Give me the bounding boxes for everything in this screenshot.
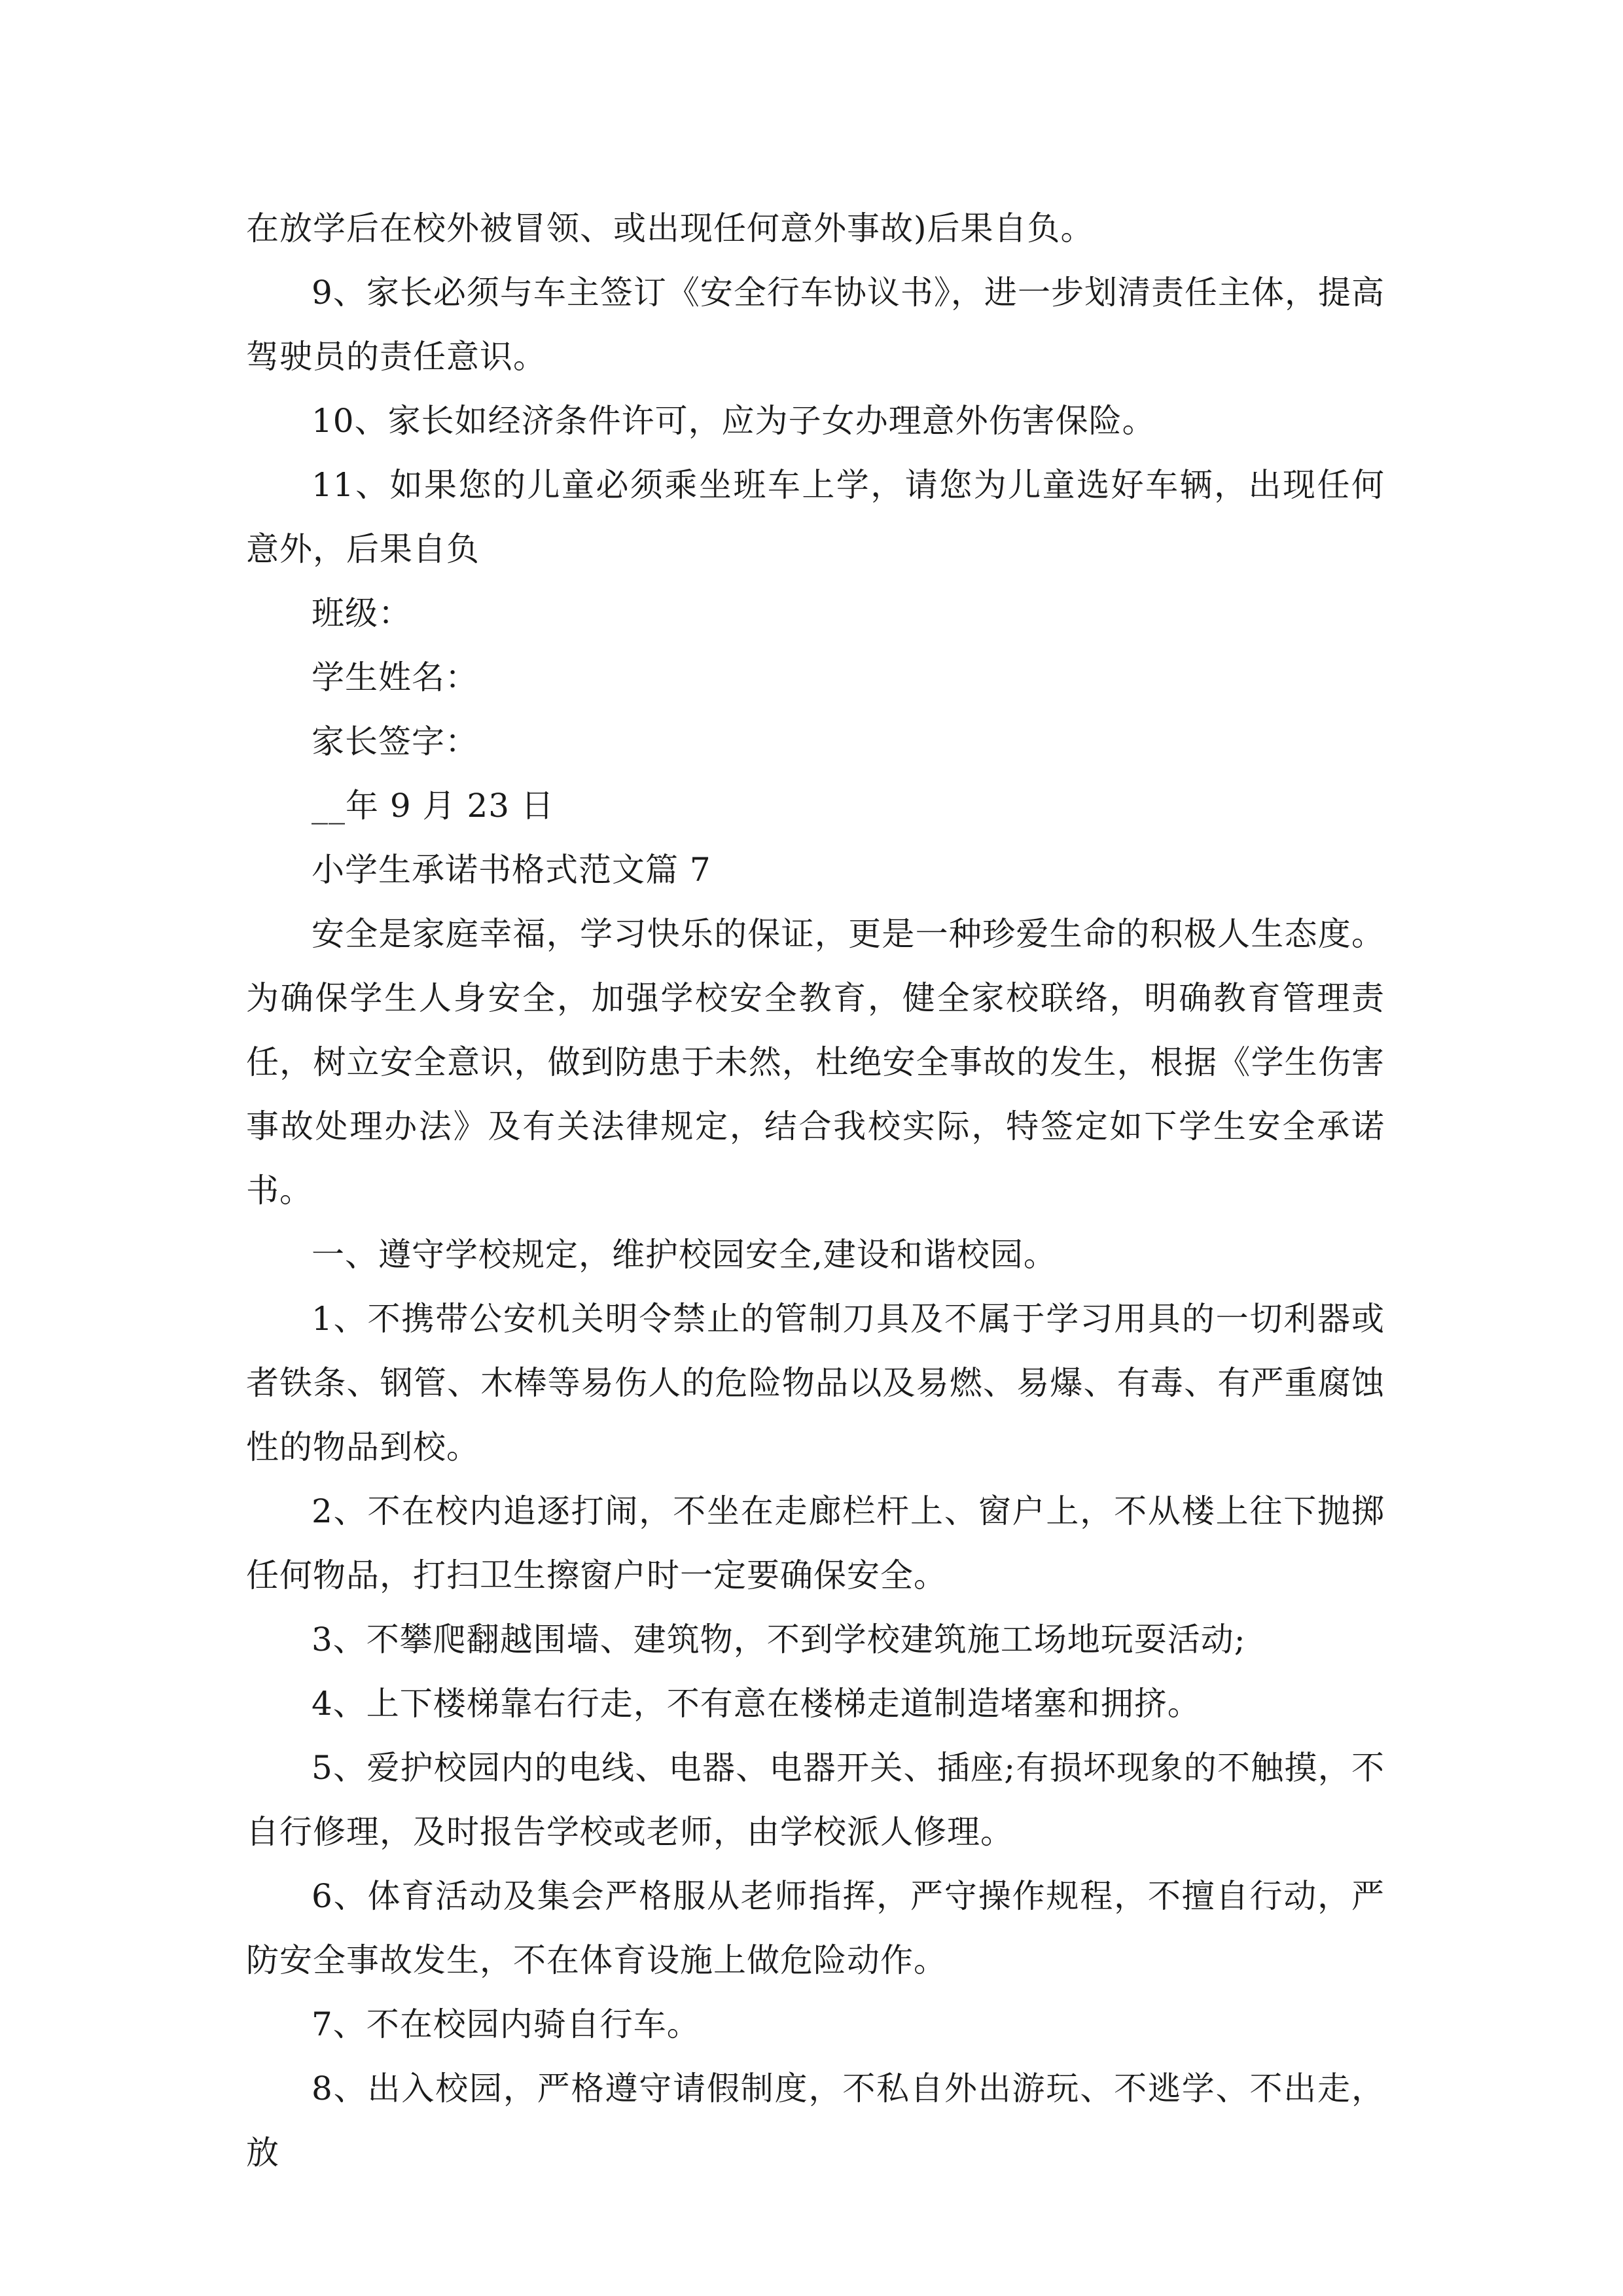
rule-item-3: 3、不攀爬翻越围墙、建筑物，不到学校建筑施工场地玩耍活动;	[312, 1621, 1246, 1659]
paragraph-1: 在放学后在校外被冒领、或出现任何意外事故)后果自负。	[246, 209, 1094, 247]
rule-item-7: 7、不在校园内骑自行车。	[312, 2005, 700, 2043]
parent-signature-field-label: 家长签字：	[312, 723, 478, 761]
rule-item-5: 5、爱护校园内的电线、电器、电器开关、插座;有损坏现象的不触摸，不自行修理，及时报告学校或老师，由学校派人修理。	[246, 1749, 1385, 1851]
rule-item-8: 8、出入校园，严格遵守请假制度，不私自外出游玩、不逃学、不出走，放	[246, 2070, 1385, 2172]
paragraph-item-11: 11、如果您的儿童必须乘坐班车上学，请您为儿童选好车辆，出现任何意外，后果自负	[246, 466, 1385, 568]
rule-item-6: 6、体育活动及集会严格服从老师指挥，严守操作规程，不擅自行动，严防安全事故发生，不在体育设施上做危险动作。	[246, 1877, 1385, 1979]
rule-item-2: 2、不在校内追逐打闹，不坐在走廊栏杆上、窗户上，不从楼上往下抛掷任何物品，打扫卫生擦窗户时一定要确保安全。	[246, 1492, 1385, 1594]
document-body	[246, 196, 1385, 2185]
rule-section-heading: 一、遵守学校规定，维护校园安全,建设和谐校园。	[312, 1236, 1057, 1274]
date-line: __年 9 月 23 日	[312, 787, 555, 825]
paragraph-item-9: 9、家长必须与车主签订《安全行车协议书》，进一步划清责任主体，提高驾驶员的责任意识。	[246, 274, 1385, 376]
intro-paragraph: 安全是家庭幸福，学习快乐的保证，更是一种珍爱生命的积极人生态度。为确保学生人身安全，加强学校安全教育，健全家校联络，明确教育管理责任，树立安全意识，做到防患于未然，杜绝安全事故的发生，根据《学生伤害事故处理办法》及有关法律规定，结合我校实际，特签定如下学生安全承诺书。	[246, 915, 1385, 1210]
section-heading: 小学生承诺书格式范文篇 7	[312, 851, 711, 889]
rule-item-1: 1、不携带公安机关明令禁止的管制刀具及不属于学习用具的一切利器或者铁条、钢管、木棒等易伤人的危险物品以及易燃、易爆、有毒、有严重腐蚀性的物品到校。	[246, 1300, 1385, 1466]
rule-item-4: 4、上下楼梯靠右行走，不有意在楼梯走道制造堵塞和拥挤。	[312, 1685, 1201, 1723]
paragraph-item-10: 10、家长如经济条件许可，应为子女办理意外伤害保险。	[312, 402, 1156, 440]
class-field-label: 班级：	[312, 594, 412, 632]
student-name-field-label: 学生姓名：	[312, 658, 478, 696]
